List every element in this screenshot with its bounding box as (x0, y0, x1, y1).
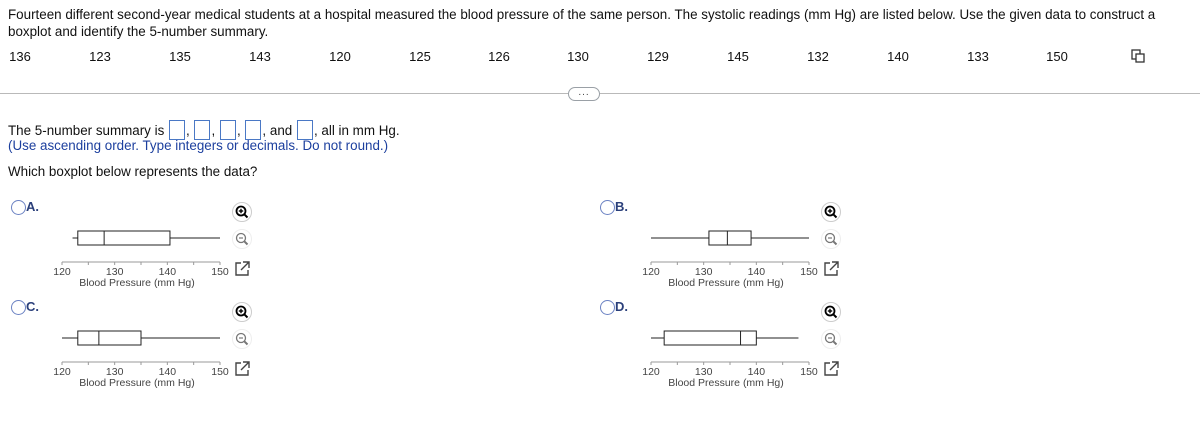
question-text: Fourteen different second-year medical students at a hospital measured the blood pressure of the same person. The systolic readings (mm Hg) are listed below. Use the given data to construct a boxplot and identify the 5-number summary. (8, 7, 1156, 39)
tick-label: 150 (800, 366, 818, 378)
zoom-in-icon[interactable] (232, 302, 252, 322)
reading-value: 140 (887, 49, 909, 64)
boxplot (8, 300, 248, 400)
tick-label: 130 (105, 366, 124, 378)
reading-value: 135 (169, 49, 191, 64)
and-word: and (269, 123, 293, 138)
reading-value: 133 (967, 49, 989, 64)
tick-label: 120 (53, 366, 71, 378)
zoom-in-icon[interactable] (232, 202, 252, 222)
reading-value: 145 (727, 49, 749, 64)
option-label: D. (615, 299, 628, 314)
instruction-hint: (Use ascending order. Type integers or decimals. Do not round.) (8, 138, 389, 153)
copy-icon[interactable] (1130, 48, 1146, 64)
boxplot (597, 300, 837, 400)
tick-label: 150 (211, 266, 229, 278)
zoom-out-icon[interactable] (232, 229, 252, 249)
summary-suffix: , all in mm Hg. (313, 123, 400, 138)
iqr-box (78, 331, 141, 345)
iqr-box (78, 231, 170, 245)
axis-title: Blood Pressure (mm Hg) (79, 377, 195, 389)
answer-box-max[interactable] (297, 120, 313, 140)
tick-label: 130 (105, 266, 124, 278)
tick-label: 150 (800, 266, 818, 278)
tick-label: 140 (747, 266, 766, 278)
reading-value: 132 (807, 49, 829, 64)
reading-value: 136 (9, 49, 31, 64)
option-label: A. (26, 199, 39, 214)
reading-value: 125 (409, 49, 431, 64)
reading-value: 126 (488, 49, 510, 64)
open-external-icon[interactable] (232, 259, 252, 279)
boxplot (597, 200, 837, 300)
reading-value: 123 (89, 49, 111, 64)
iqr-box (709, 231, 751, 245)
tick-label: 120 (642, 266, 660, 278)
zoom-in-icon[interactable] (821, 202, 841, 222)
axis-title: Blood Pressure (mm Hg) (668, 377, 784, 389)
tick-label: 130 (694, 266, 713, 278)
tick-label: 140 (747, 366, 766, 378)
tick-label: 140 (158, 266, 177, 278)
option-label: B. (615, 199, 628, 214)
summary-line (8, 120, 400, 140)
axis-title: Blood Pressure (mm Hg) (668, 277, 784, 289)
zoom-out-icon[interactable] (821, 329, 841, 349)
answer-box-min[interactable] (169, 120, 185, 140)
sep: , (211, 123, 216, 138)
more-button[interactable]: ... (568, 87, 600, 101)
tick-label: 120 (53, 266, 71, 278)
answer-box-median[interactable] (220, 120, 236, 140)
sep: , (186, 123, 190, 138)
axis-title: Blood Pressure (mm Hg) (79, 277, 195, 289)
answer-box-q3[interactable] (245, 120, 261, 140)
reading-value: 143 (249, 49, 271, 64)
open-external-icon[interactable] (821, 359, 841, 379)
tick-label: 130 (694, 366, 713, 378)
zoom-out-icon[interactable] (232, 329, 252, 349)
option-label: C. (26, 299, 39, 314)
open-external-icon[interactable] (232, 359, 252, 379)
zoom-out-icon[interactable] (821, 229, 841, 249)
iqr-box (664, 331, 756, 345)
reading-value: 129 (647, 49, 669, 64)
sep: , (262, 123, 267, 138)
zoom-in-icon[interactable] (821, 302, 841, 322)
sep: , (236, 123, 241, 138)
tick-label: 140 (158, 366, 177, 378)
open-external-icon[interactable] (821, 259, 841, 279)
which-question: Which boxplot below represents the data? (8, 164, 258, 179)
reading-value: 150 (1046, 49, 1068, 64)
tick-label: 150 (211, 366, 229, 378)
answer-box-q1[interactable] (194, 120, 210, 140)
divider (0, 93, 1200, 94)
reading-value: 130 (567, 49, 589, 64)
tick-label: 120 (642, 366, 660, 378)
readings-row (0, 49, 1200, 65)
reading-value: 120 (329, 49, 351, 64)
boxplot (8, 200, 248, 300)
summary-prefix: The 5-number summary is (8, 123, 165, 138)
